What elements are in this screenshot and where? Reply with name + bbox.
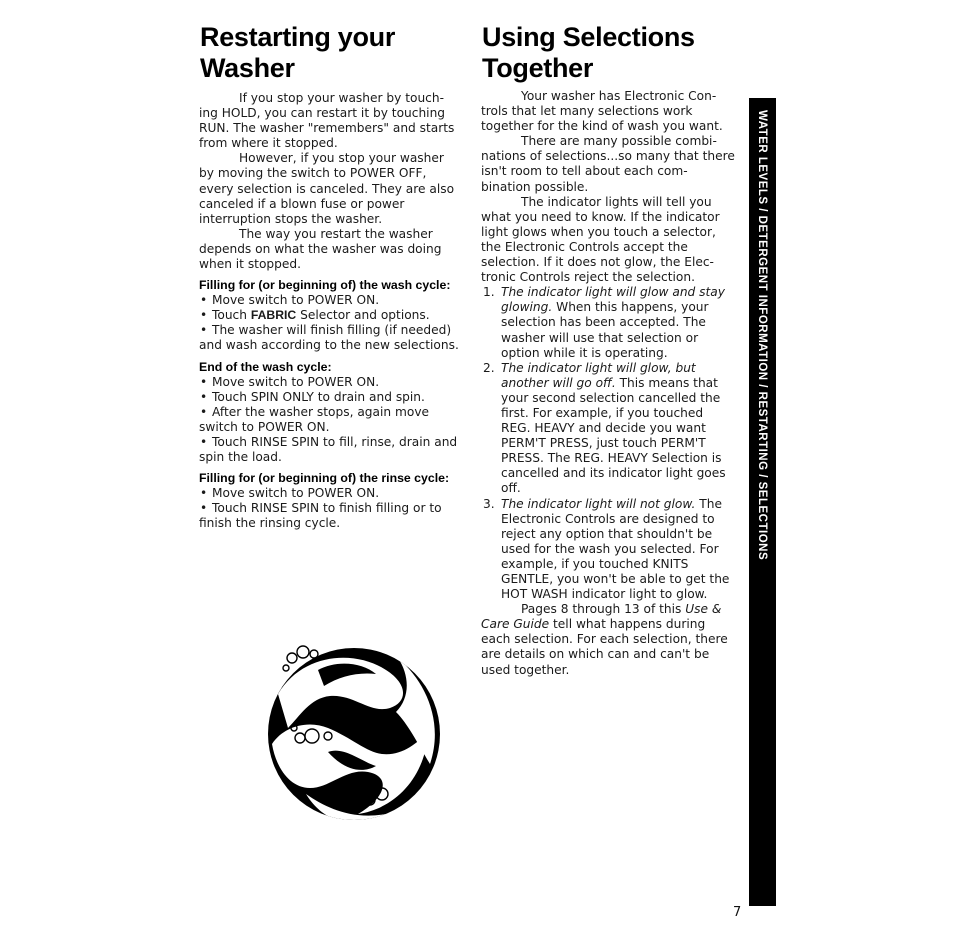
fabric-label: FABRIC (250, 308, 297, 323)
guide-title: Use & Care Guide (481, 602, 722, 632)
list-item: • Touch RINSE SPIN to fill, rinse, drain and spin the load. (199, 435, 461, 465)
list-number: 2. (483, 360, 495, 375)
list-item (481, 285, 735, 360)
selections-column (481, 89, 735, 678)
list-item: • Touch RINSE SPIN to finish filling or to finish the rinsing cycle. (199, 501, 461, 531)
indicator-list (481, 285, 735, 602)
intro-paragraph: However, if you stop your washer by moving the switch to POWER OFF, every selection is canceled. They are also canceled if a blown fuse or power interruption stops the washer. (199, 151, 455, 226)
list-item-text: When this happens, your selection has been accepted. The washer will use that selection or option while it is operating. (501, 300, 709, 360)
list-item: • Move switch to POWER ON. (199, 486, 461, 501)
list-item (481, 497, 735, 603)
closing-text: Pages 8 through 13 of this (521, 602, 686, 617)
list-item: • The washer will finish filling (if needed) and wash according to the new selections. (199, 323, 461, 353)
side-tab-label: WATER LEVELS / DETERGENT INFORMATION / RESTARTING / SELECTIONS (756, 110, 768, 561)
wash-fill-steps (199, 293, 461, 353)
list-item: • Move switch to POWER ON. (199, 293, 461, 308)
list-item-text: Touch (212, 308, 251, 323)
list-item-text: The Electronic Controls are designed to reject any option that shouldn't be used for the wash you selected. For example, if you touched KNITS GENTLE, you won't be able to get the HOT WASH indicator light to glow. (501, 496, 730, 602)
selections-title-line1: Using Selections (482, 22, 695, 52)
list-item-text: Selector and options. (296, 308, 430, 323)
section-side-tab (749, 98, 776, 906)
list-number: 1. (483, 285, 495, 300)
list-number: 3. (483, 496, 495, 511)
list-item: • After the washer stops, again move switch to POWER ON. (199, 405, 461, 435)
wash-end-steps (199, 375, 461, 466)
rinse-fill-steps (199, 486, 461, 531)
closing-text: tell what happens during each selection. For each selection, there are details on which can and can't be used together. (481, 617, 728, 677)
restarting-column (199, 91, 461, 531)
restarting-title (200, 22, 460, 84)
indicator-case: The indicator light will glow, but another will go off. (501, 360, 696, 390)
restarting-title-line1: Restarting your (200, 22, 396, 52)
list-item (481, 361, 735, 497)
indicator-case: The indicator light will glow and stay glowing. (501, 285, 725, 315)
wash-fill-heading: Filling for (or beginning of) the wash cycle: (199, 278, 451, 293)
restarting-title-line2: Washer (200, 53, 295, 83)
intro-paragraph: The way you restart the washer depends on what the washer was doing when it stopped. (199, 226, 442, 272)
washer-swirl-illustration (258, 624, 446, 836)
rinse-fill-heading: Filling for (or beginning of) the rinse cycle: (199, 471, 450, 486)
wash-end-heading: End of the wash cycle: (199, 359, 332, 374)
indicator-case: The indicator light will not glow. (501, 496, 696, 511)
selections-title-line2: Together (482, 53, 594, 83)
closing-paragraph (481, 602, 735, 677)
list-item-text: This means that your second selection cancelled the first. For example, if you touched REG. HEAVY and decide you want PERM'T PRESS, just touch PERM'T PRESS. The REG. HEAVY Selection is cancelled and its indicator light goes off. (501, 375, 726, 496)
list-item: • Touch SPIN ONLY to drain and spin. (199, 390, 461, 405)
selections-title (482, 22, 742, 84)
list-item: • Move switch to POWER ON. (199, 375, 461, 390)
selections-paragraph: Your washer has Electronic Con-trols that let many selections work together for the kind of wash you want. (481, 89, 723, 134)
page-number: 7 (733, 905, 742, 920)
intro-paragraph: If you stop your washer by touch-ing HOLD, you can restart it by touching RUN. The washer "remembers" and starts from where it stopped. (199, 91, 455, 151)
selections-paragraph: There are many possible combi-nations of selections...so many that there isn't room to tell about each com-bination possible. (481, 134, 735, 194)
list-item (199, 308, 461, 323)
selections-paragraph: The indicator lights will tell you what you need to know. If the indicator light glows when you touch a selector, the Electronic Controls accept the selection. If it does not glow, the Elec-tronic Controls reject the selection. (481, 194, 720, 285)
